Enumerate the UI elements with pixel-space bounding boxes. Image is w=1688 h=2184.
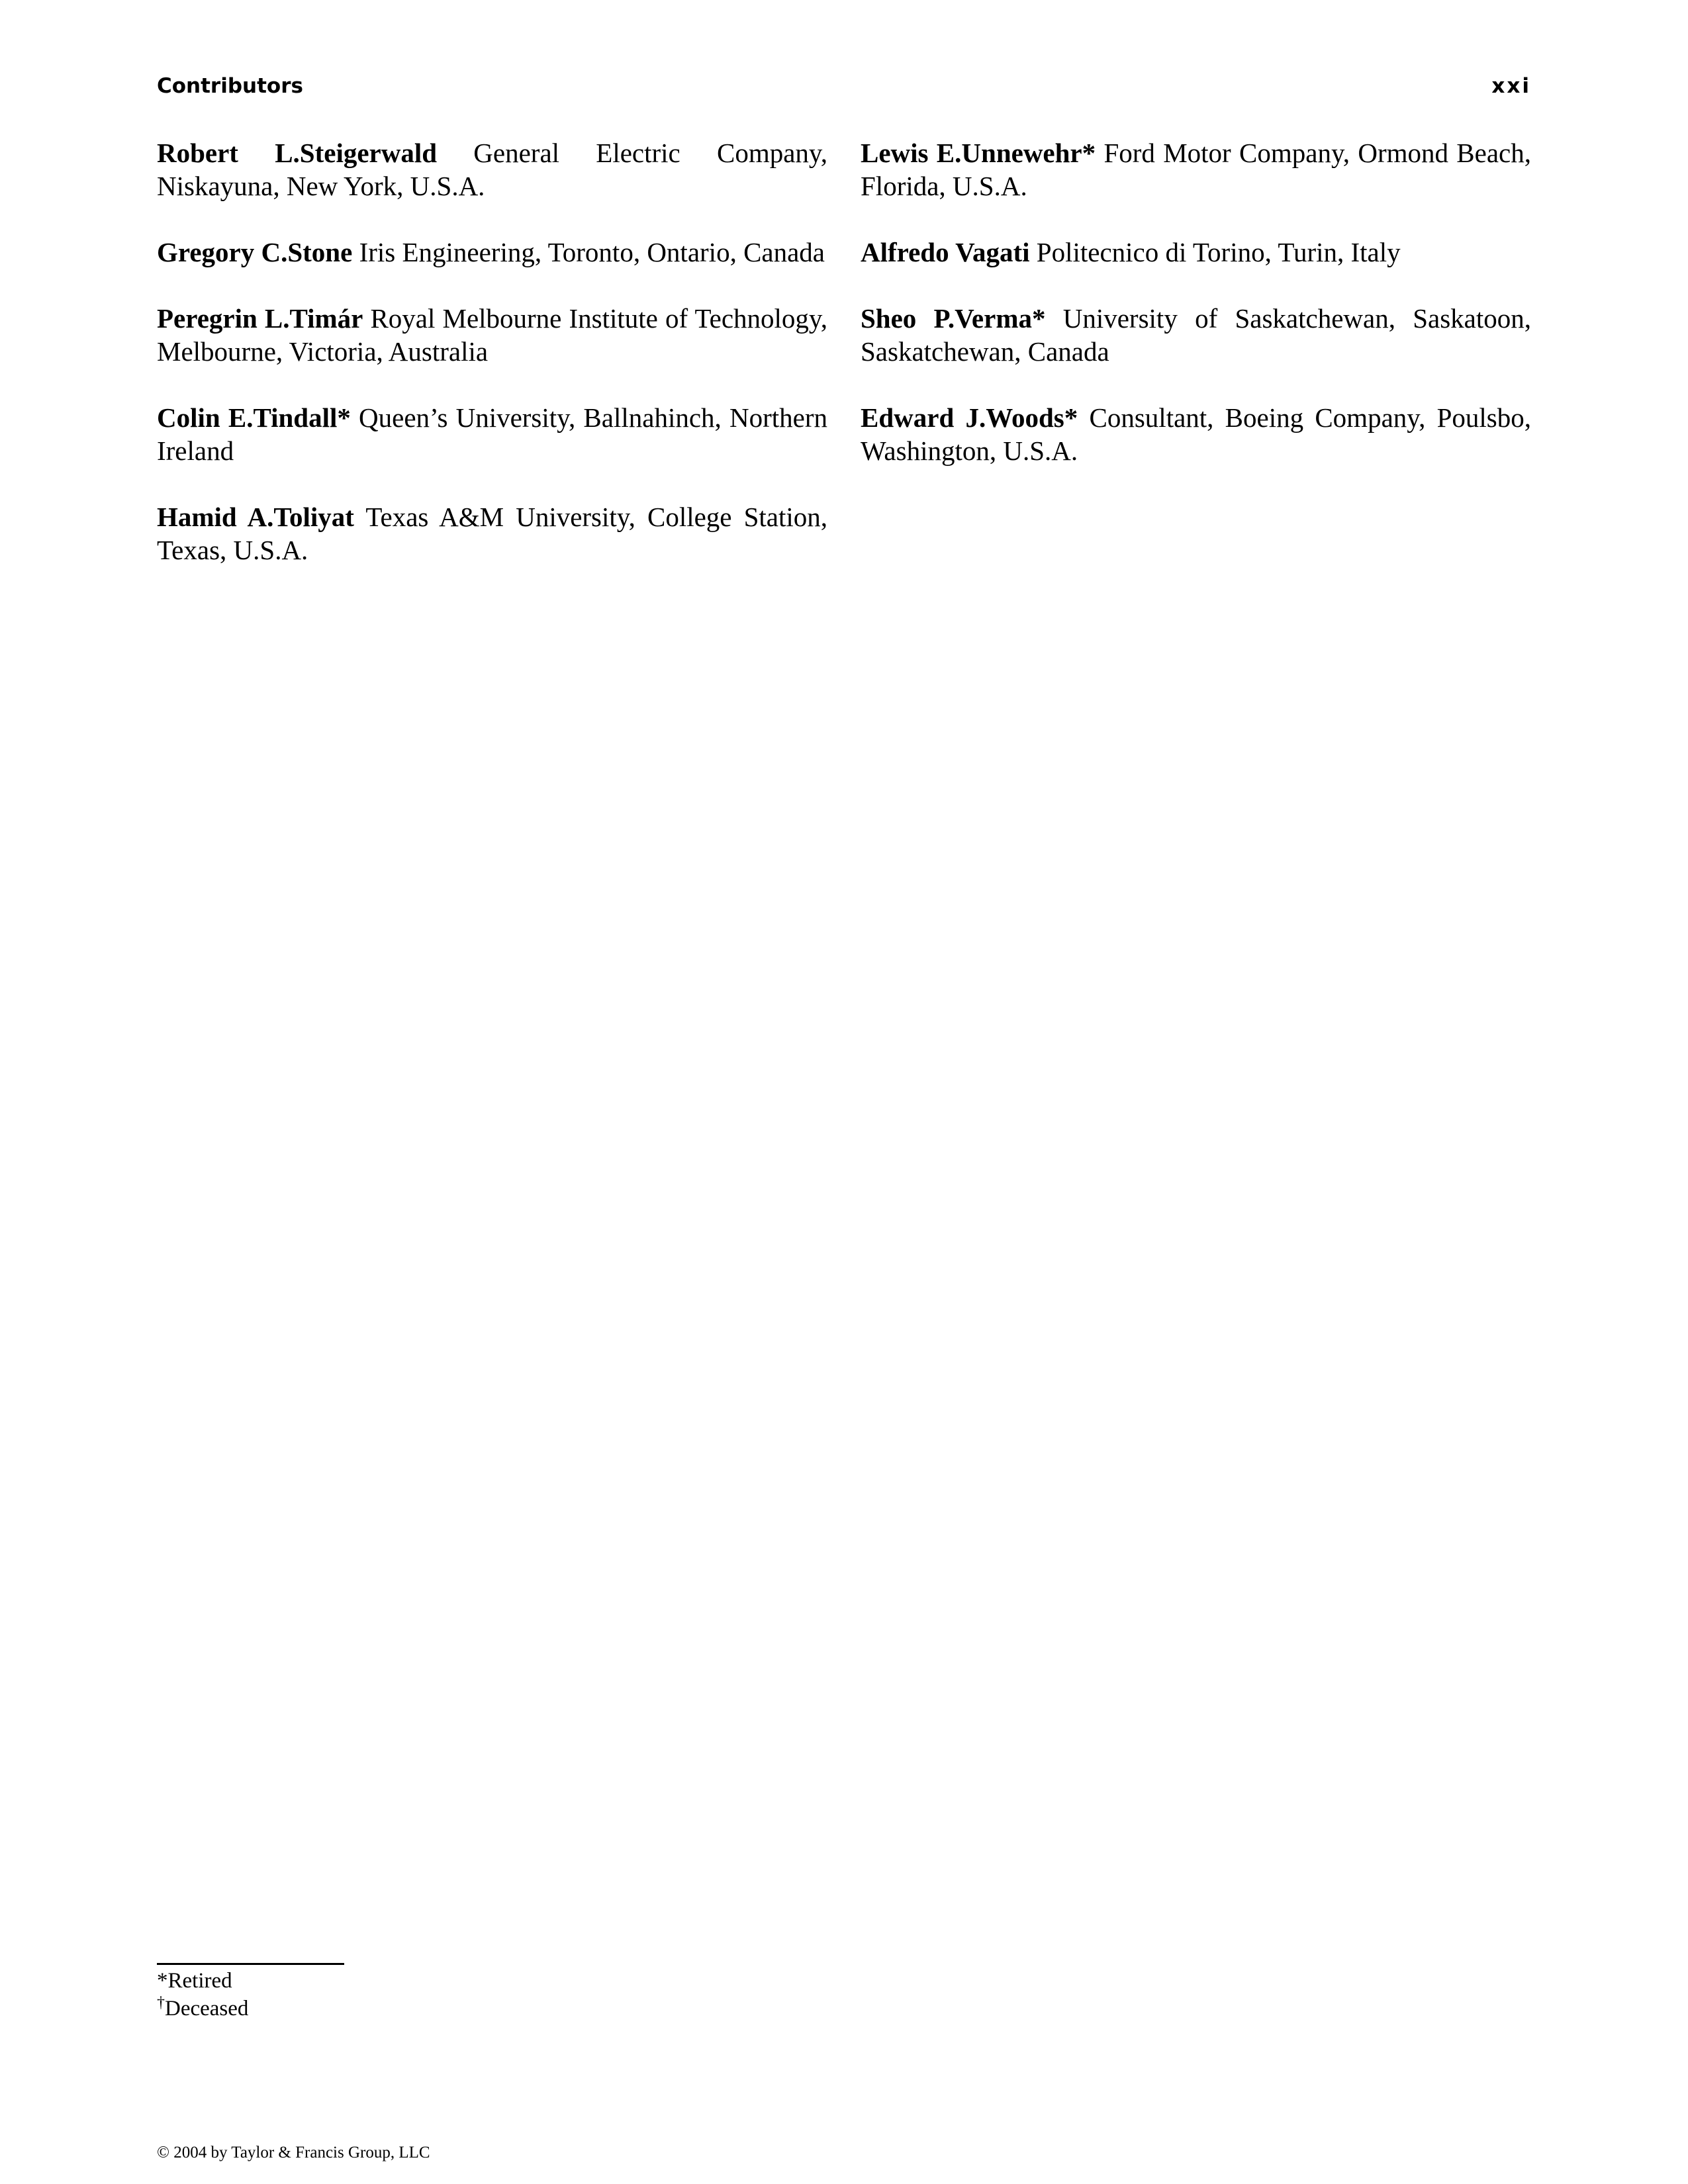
contributor-name: Lewis E.Unnewehr*	[861, 138, 1096, 168]
contributor-name: Edward J.Woods*	[861, 402, 1078, 433]
footnote-text: Retired	[167, 1969, 232, 1993]
contributor-entry	[157, 136, 827, 203]
contributor-name: Colin E.Tindall*	[157, 402, 351, 433]
contributor-affiliation: Consultant, Boeing Company, Poulsbo, Washington, U.S.A.	[861, 402, 1532, 466]
running-head	[157, 71, 1531, 101]
contributor-entry	[157, 236, 827, 269]
running-head-title: Contributors	[157, 74, 303, 98]
contributor-affiliation: Politecnico di Torino, Turin, Italy	[1036, 237, 1401, 267]
contributor-affiliation: Iris Engineering, Toronto, Ontario, Canada	[359, 237, 825, 267]
footnote-deceased	[157, 1995, 248, 2023]
contributor-name: Sheo P.Verma*	[861, 303, 1046, 334]
contributor-entry	[157, 401, 827, 467]
footnote-retired	[157, 1967, 248, 1995]
contributor-affiliation: Royal Melbourne Institute of Technology, Melbourne, Victoria, Australia	[157, 303, 828, 367]
contributor-name: Hamid A.Toliyat	[157, 502, 354, 532]
contributor-affiliation: Ford Motor Company, Ormond Beach, Florida, U.S.A.	[861, 138, 1531, 201]
contributor-entry	[157, 500, 827, 567]
footnote-mark: †	[157, 1994, 165, 2011]
contributor-entry	[157, 302, 827, 368]
contributor-entry	[861, 236, 1531, 269]
footnote-text: Deceased	[165, 1997, 249, 2021]
contributors-right-column	[861, 136, 1531, 500]
contributor-name: Gregory C.Stone	[157, 237, 353, 267]
contributor-entry	[861, 136, 1531, 203]
contributor-name: Alfredo Vagati	[861, 237, 1030, 267]
footnote-mark: *	[157, 1969, 168, 1993]
contributor-affiliation: Queen’s University, Ballnahinch, Northern Ireland	[157, 402, 827, 466]
contributor-entry	[861, 401, 1531, 467]
copyright-notice: © 2004 by Taylor & Francis Group, LLC	[157, 2144, 430, 2161]
footnote-divider	[157, 1963, 344, 1965]
contributor-name: Robert L.Steigerwald	[157, 138, 438, 168]
contributor-entry	[861, 302, 1531, 368]
contributors-left-column	[157, 136, 827, 600]
contributor-name: Peregrin L.Timár	[157, 303, 363, 334]
contributor-affiliation: General Electric Company, Niskayuna, New York, U.S.A.	[157, 138, 828, 201]
contributor-affiliation: Texas A&M University, College Station, Texas, U.S.A.	[157, 502, 828, 565]
contributor-affiliation: University of Saskatchewan, Saskatoon, Saskatchewan, Canada	[861, 303, 1531, 367]
footnotes	[157, 1967, 248, 2023]
page-number: xxi	[1491, 74, 1531, 98]
